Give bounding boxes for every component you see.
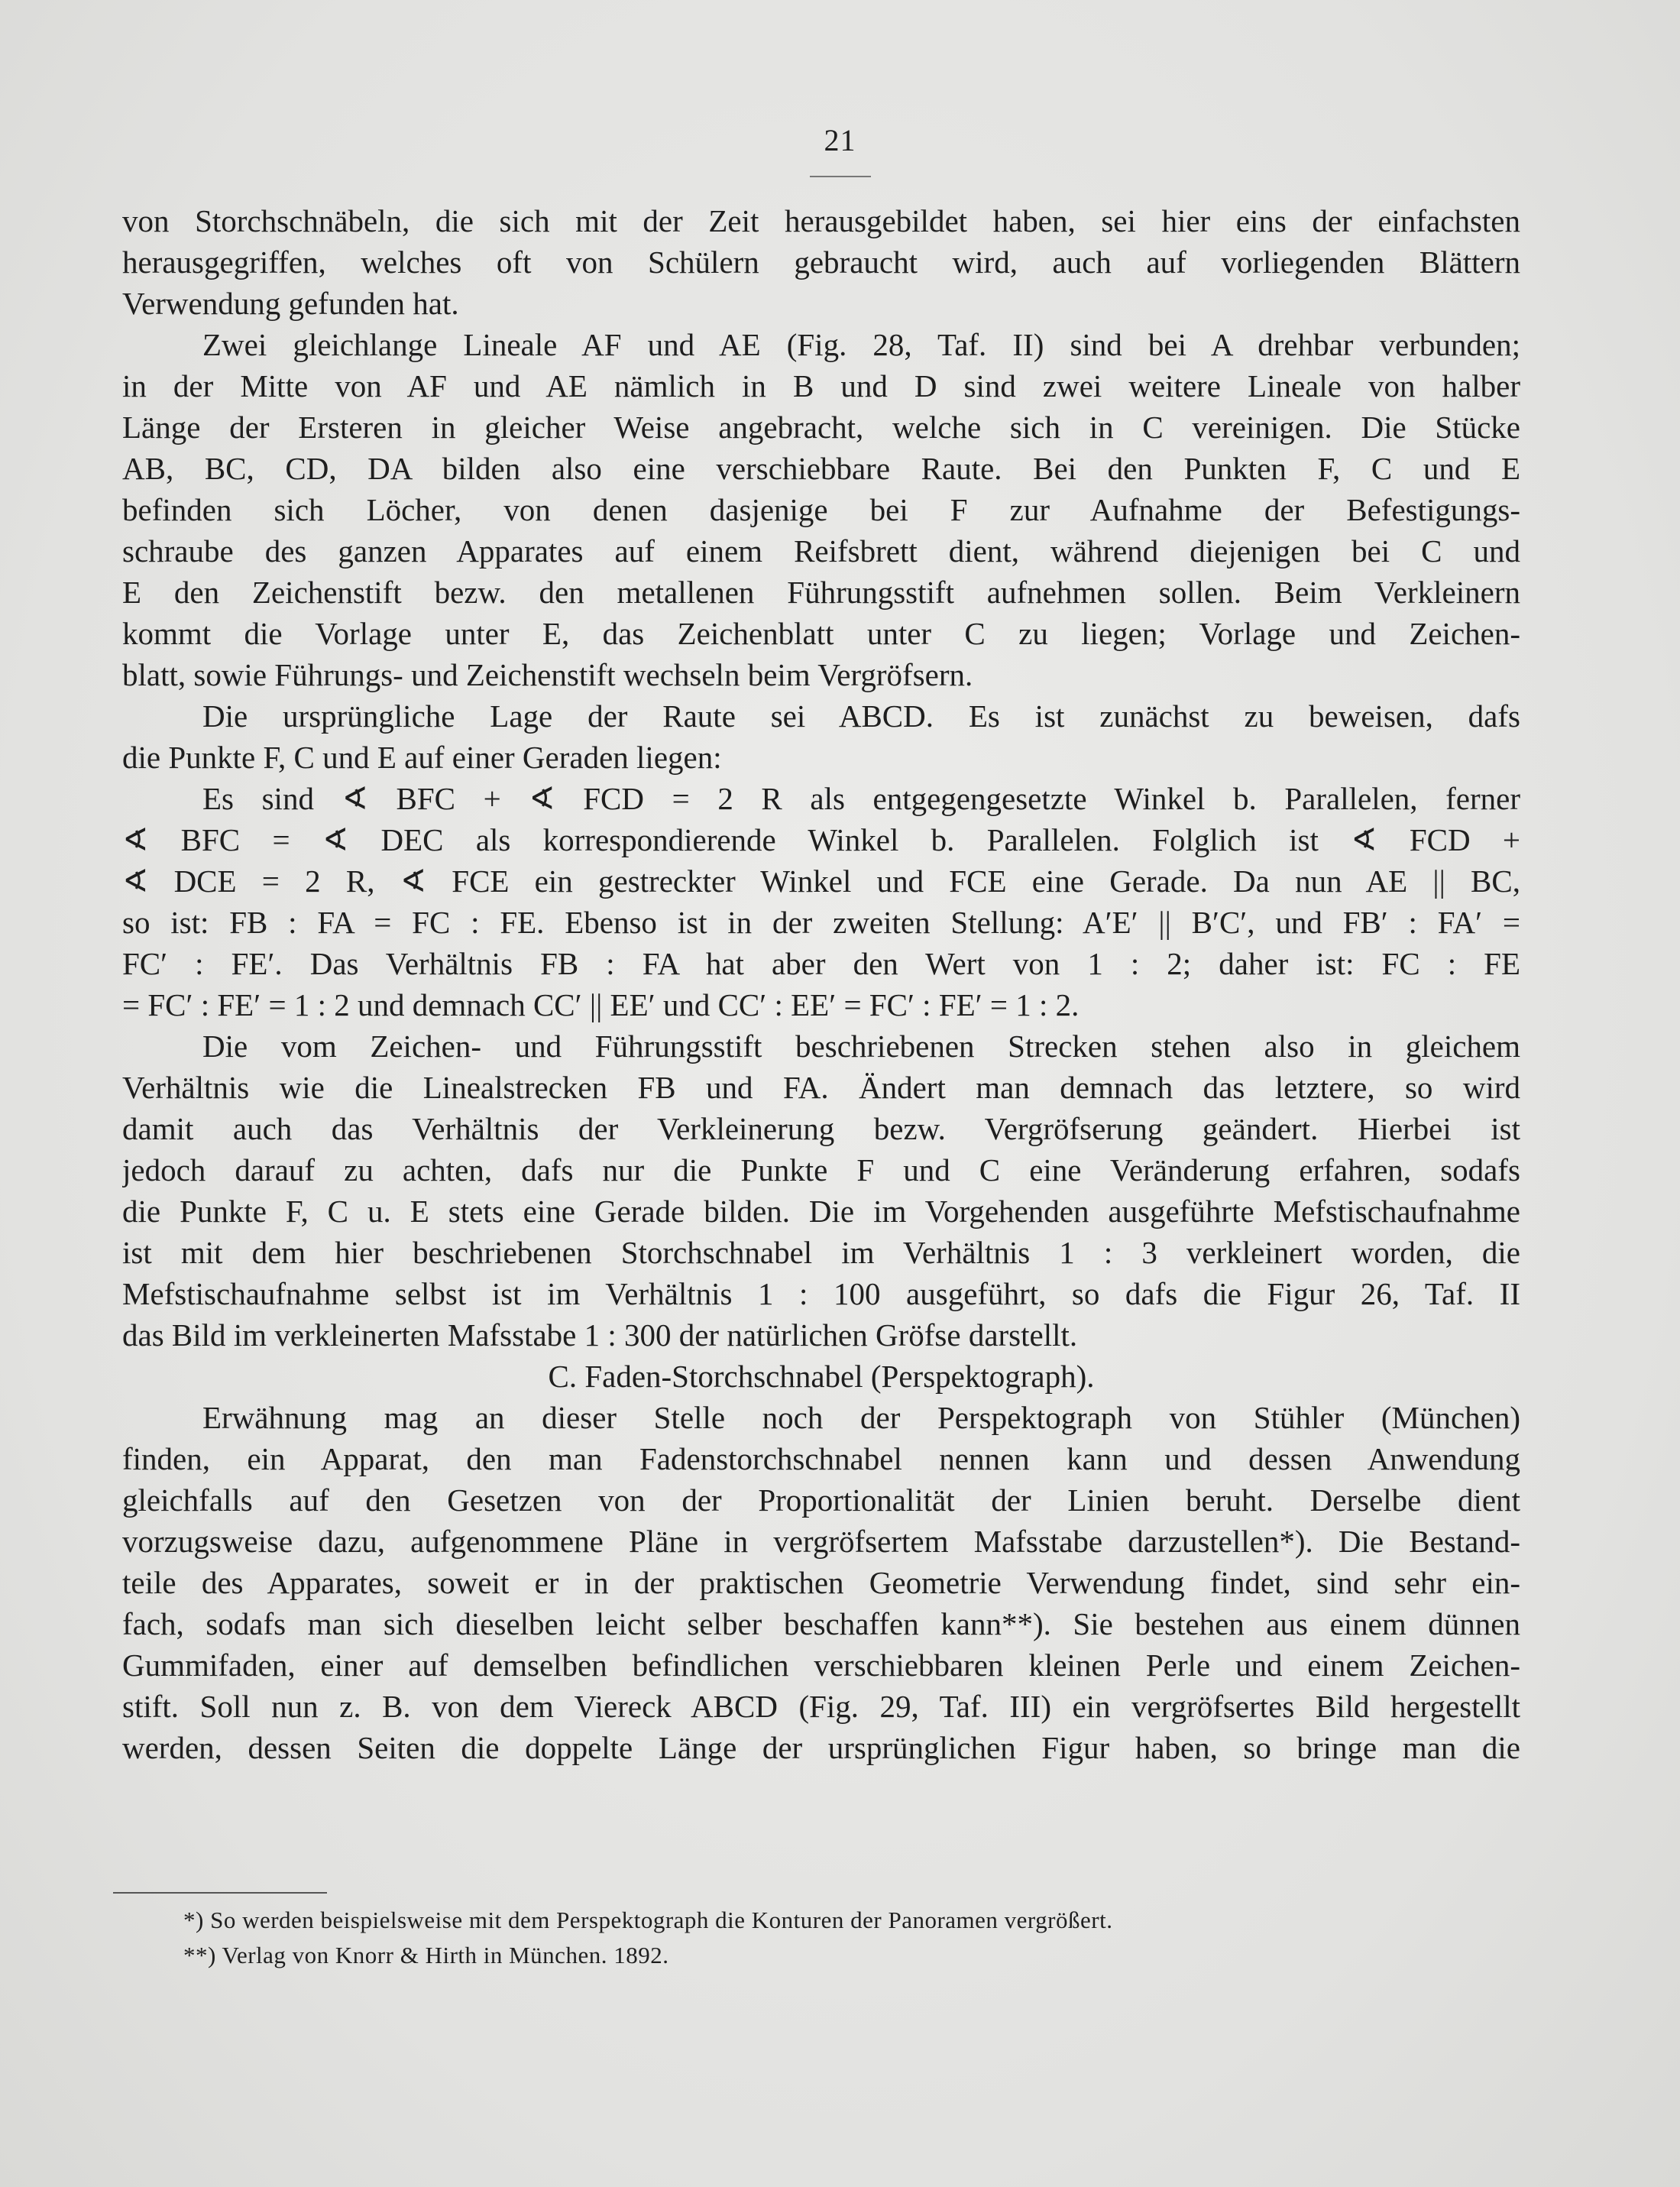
section-heading: C. Faden-Storchschnabel (Perspektograph). [548,1359,1095,1394]
footnotes [183,1903,1482,1973]
text-line: vorzugsweise dazu, aufgenommene Pläne in vergröfsertem Mafsstabe darzustellen*). Die Bestand- [122,1524,1520,1559]
text-line: befinden sich Löcher, von denen dasjenige bei F zur Aufnahme der Befestigungs- [122,492,1520,527]
text-line: das Bild im verkleinerten Mafsstabe 1 : 300 der natürlichen Gröfse darstellt. [122,1317,1078,1353]
text-line: ∢ DCE = 2 R, ∢ FCE ein gestreckter Winkel und FCE eine Gerade. Da nun AE || BC, [122,863,1520,899]
text-line: Länge der Ersteren in gleicher Weise angebracht, welche sich in C vereinigen. Die Stücke [122,410,1520,445]
text-line: = FC′ : FE′ = 1 : 2 und demnach CC′ || EE′ und CC′ : EE′ = FC′ : FE′ = 1 : 2. [122,987,1080,1022]
body-text [122,200,1520,1768]
page-number: 21 [824,123,856,157]
text-line: ∢ BFC = ∢ DEC als korrespondierende Winkel b. Parallelen. Folglich ist ∢ FCD + [122,822,1520,857]
text-line: AB, BC, CD, DA bilden also eine verschiebbare Raute. Bei den Punkten F, C und E [122,451,1520,486]
text-line: stift. Soll nun z. B. von dem Viereck ABCD (Fig. 29, Taf. III) ein vergröfsertes Bild hergestellt [122,1689,1520,1724]
text-line: die Punkte F, C und E auf einer Geraden liegen: [122,740,722,775]
text-line: damit auch das Verhältnis der Verkleinerung bezw. Vergröfserung geändert. Hierbei ist [122,1111,1520,1146]
text-line: FC′ : FE′. Das Verhältnis FB : FA hat aber den Wert von 1 : 2; daher ist: FC : FE [122,946,1520,981]
text-line: in der Mitte von AF und AE nämlich in B und D sind zwei weitere Lineale von halber [122,368,1520,403]
text-line: fach, sodafs man sich dieselben leicht selber beschaffen kann**). Sie bestehen aus einem dünnen [122,1606,1520,1641]
text-line: Gummifaden, einer auf demselben befindlichen verschiebbaren kleinen Perle und einem Zeichen- [122,1648,1520,1683]
text-line: so ist: FB : FA = FC : FE. Ebenso ist in der zweiten Stellung: A′E′ || B′C′, und FB′ : FA′ = [122,905,1520,940]
text-line: Es sind ∢ BFC + ∢ FCD = 2 R als entgegengesetzte Winkel b. Parallelen, ferner [202,781,1520,816]
text-line: Erwähnung mag an dieser Stelle noch der Perspektograph von Stühler (München) [202,1400,1520,1435]
text-line: blatt, sowie Führungs- und Zeichenstift wechseln beim Vergröfsern. [122,657,973,692]
text-line: jedoch darauf zu achten, dafs nur die Punkte F und C eine Veränderung erfahren, sodafs [122,1152,1520,1187]
text-line: von Storchschnäbeln, die sich mit der Zeit herausgebildet haben, sei hier eins der einfachsten [122,203,1520,238]
header-rule [810,176,871,177]
footnote: *) So werden beispielsweise mit dem Perspektograph die Konturen der Panoramen vergrößert. [183,1907,1113,1933]
text-line: teile des Apparates, soweit er in der praktischen Geometrie Verwendung findet, sind sehr ein- [122,1565,1520,1600]
text-line: herausgegriffen, welches oft von Schülern gebraucht wird, auch auf vorliegenden Blättern [122,245,1520,280]
text-line: gleichfalls auf den Gesetzen von der Proportionalität der Linien beruht. Derselbe dient [122,1482,1520,1518]
text-line: finden, ein Apparat, den man Fadenstorchschnabel nennen kann und dessen Anwendung [122,1441,1520,1476]
text-line: Verhältnis wie die Linealstrecken FB und FA. Ändert man demnach das letztere, so wird [122,1070,1520,1105]
text-line: werden, dessen Seiten die doppelte Länge der ursprünglichen Figur haben, so bringe man die [122,1730,1520,1765]
footnote: **) Verlag von Knorr & Hirth in München. 1892. [183,1942,669,1968]
text-line: kommt die Vorlage unter E, das Zeichenblatt unter C zu liegen; Vorlage und Zeichen- [122,616,1520,651]
text-line: die Punkte F, C u. E stets eine Gerade bilden. Die im Vorgehenden ausgeführte Mefstischaufnahme [122,1194,1520,1229]
text-line: ist mit dem hier beschriebenen Storchschnabel im Verhältnis 1 : 3 verkleinert worden, die [122,1235,1520,1270]
text-line: Zwei gleichlange Lineale AF und AE (Fig. 28, Taf. II) sind bei A drehbar verbunden; [202,327,1520,362]
text-line: E den Zeichenstift bezw. den metallenen Führungsstift aufnehmen sollen. Beim Verkleinern [122,575,1520,610]
text-line: schraube des ganzen Apparates auf einem Reifsbrett dient, während diejenigen bei C und [122,533,1520,569]
footnote-rule [113,1892,327,1894]
text-line: Mefstischaufnahme selbst ist im Verhältnis 1 : 100 ausgeführt, so dafs die Figur 26, Taf. II [122,1276,1520,1311]
text-line: Die vom Zeichen- und Führungsstift beschriebenen Strecken stehen also in gleichem [202,1029,1520,1064]
text-line: Die ursprüngliche Lage der Raute sei ABCD. Es ist zunächst zu beweisen, dafs [202,698,1520,734]
text-line: Verwendung gefunden hat. [122,286,459,321]
